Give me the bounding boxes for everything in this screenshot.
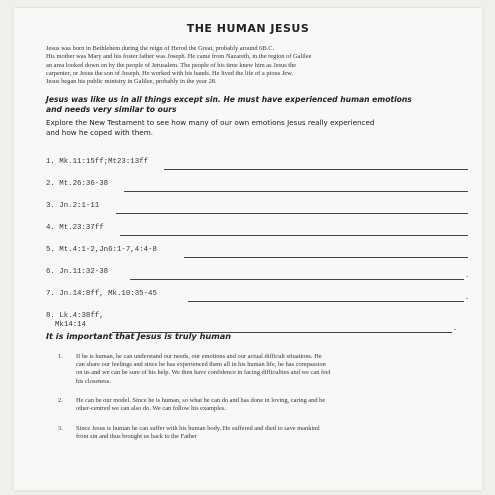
answer-line[interactable]: [116, 213, 468, 214]
question-row: [46, 224, 466, 240]
question-row: [46, 180, 466, 196]
reason-number: 1.: [58, 353, 63, 360]
reason-line: Since Jesus is human he can suffer with his human body. He suffered and died to save mankind: [76, 425, 320, 432]
question-reference: 5. Mt.4:1-2,Jn6:1-7,4:4-8: [46, 246, 157, 254]
key-statement: [46, 95, 466, 115]
question-row: [46, 158, 466, 174]
reason-line: He can be our model. Since he is human, so what he can do and has done in loving, caring and be: [76, 397, 326, 404]
question-row: [46, 268, 470, 284]
question-row: [46, 202, 466, 218]
line-end-dot: .: [453, 325, 458, 333]
question-reference: 3. Jn.2:1-11: [46, 202, 100, 210]
key-statement-line: and needs very similar to ours: [46, 105, 177, 114]
answer-line[interactable]: [164, 169, 468, 170]
question-reference: 4. Mt.23:37ff: [46, 224, 104, 232]
reason-line: other-centred we can also do. We can follow his examples.: [76, 405, 226, 413]
intro-paragraph: [46, 45, 466, 86]
reason-line: on us and we can be sure of his help. We then have confidence in facing difficulties and we can feel: [76, 369, 331, 377]
reason-number: 3.: [58, 425, 63, 432]
reason-number: 2.: [58, 397, 63, 404]
answer-line[interactable]: [120, 235, 468, 236]
answer-line[interactable]: [184, 257, 468, 258]
reason-text: [76, 353, 461, 386]
line-end-dot: .: [465, 294, 470, 302]
instructions: [46, 118, 466, 138]
section-heading: It is important that Jesus is truly human: [46, 331, 232, 341]
question-reference: 8. Lk.4:38ff,: [46, 312, 104, 320]
worksheet-page: [14, 8, 482, 490]
question-row: [46, 290, 470, 306]
reason-text: [76, 397, 461, 413]
answer-line[interactable]: [124, 191, 468, 192]
intro-line: Jesus was born in Bethlehem during the reign of Herod the Great, probably around 6B.C.: [46, 45, 275, 52]
instructions-line: and how he coped with them.: [46, 128, 153, 137]
answer-line[interactable]: [130, 279, 464, 280]
intro-line: Jesus began his public ministry in Galilee, probably in the year 28.: [46, 78, 217, 86]
reason-text: [76, 425, 461, 441]
question-reference: Mk14:14: [55, 321, 87, 329]
key-statement-line: Jesus was like us in all things except sin. He must have experienced human emotions: [46, 95, 412, 104]
reason-line: can share our feelings and since he has experienced them all in his human life, he has compassion: [76, 361, 326, 369]
instructions-line: Explore the New Testament to see how many of our own emotions Jesus really experienced: [46, 118, 375, 127]
intro-line: His mother was Mary and his foster father was Joseph. He came from Nazareth, in the region of Galilee: [46, 53, 312, 61]
line-end-dot: .: [465, 272, 470, 280]
question-row: [46, 246, 466, 262]
page-title: THE HUMAN JESUS: [186, 22, 310, 35]
intro-line: an area looked down on by the people of Jerusalem. The people of his time knew him as Jesus the: [46, 61, 297, 69]
answer-line[interactable]: [188, 301, 464, 302]
question-reference: 1. Mk.11:15ff;Mt23:13ff: [46, 158, 149, 166]
question-reference: 7. Jn.14:8ff, Mk.10:35-45: [46, 290, 157, 298]
question-reference: 2. Mt.26:36-38: [46, 180, 109, 188]
intro-line: carpenter, or Jesus the son of Joseph. He worked with his hands. He lived the life of a pious Jew.: [46, 69, 293, 77]
question-reference: 6. Jn.11:32-38: [46, 268, 109, 276]
reason-line: from sin and thus brought us back to the Father: [76, 433, 197, 441]
reason-line: his closeness.: [76, 377, 111, 385]
reason-line: If he is human, he can understand our needs, our emotions and our actual difficult situations. He: [76, 353, 322, 360]
